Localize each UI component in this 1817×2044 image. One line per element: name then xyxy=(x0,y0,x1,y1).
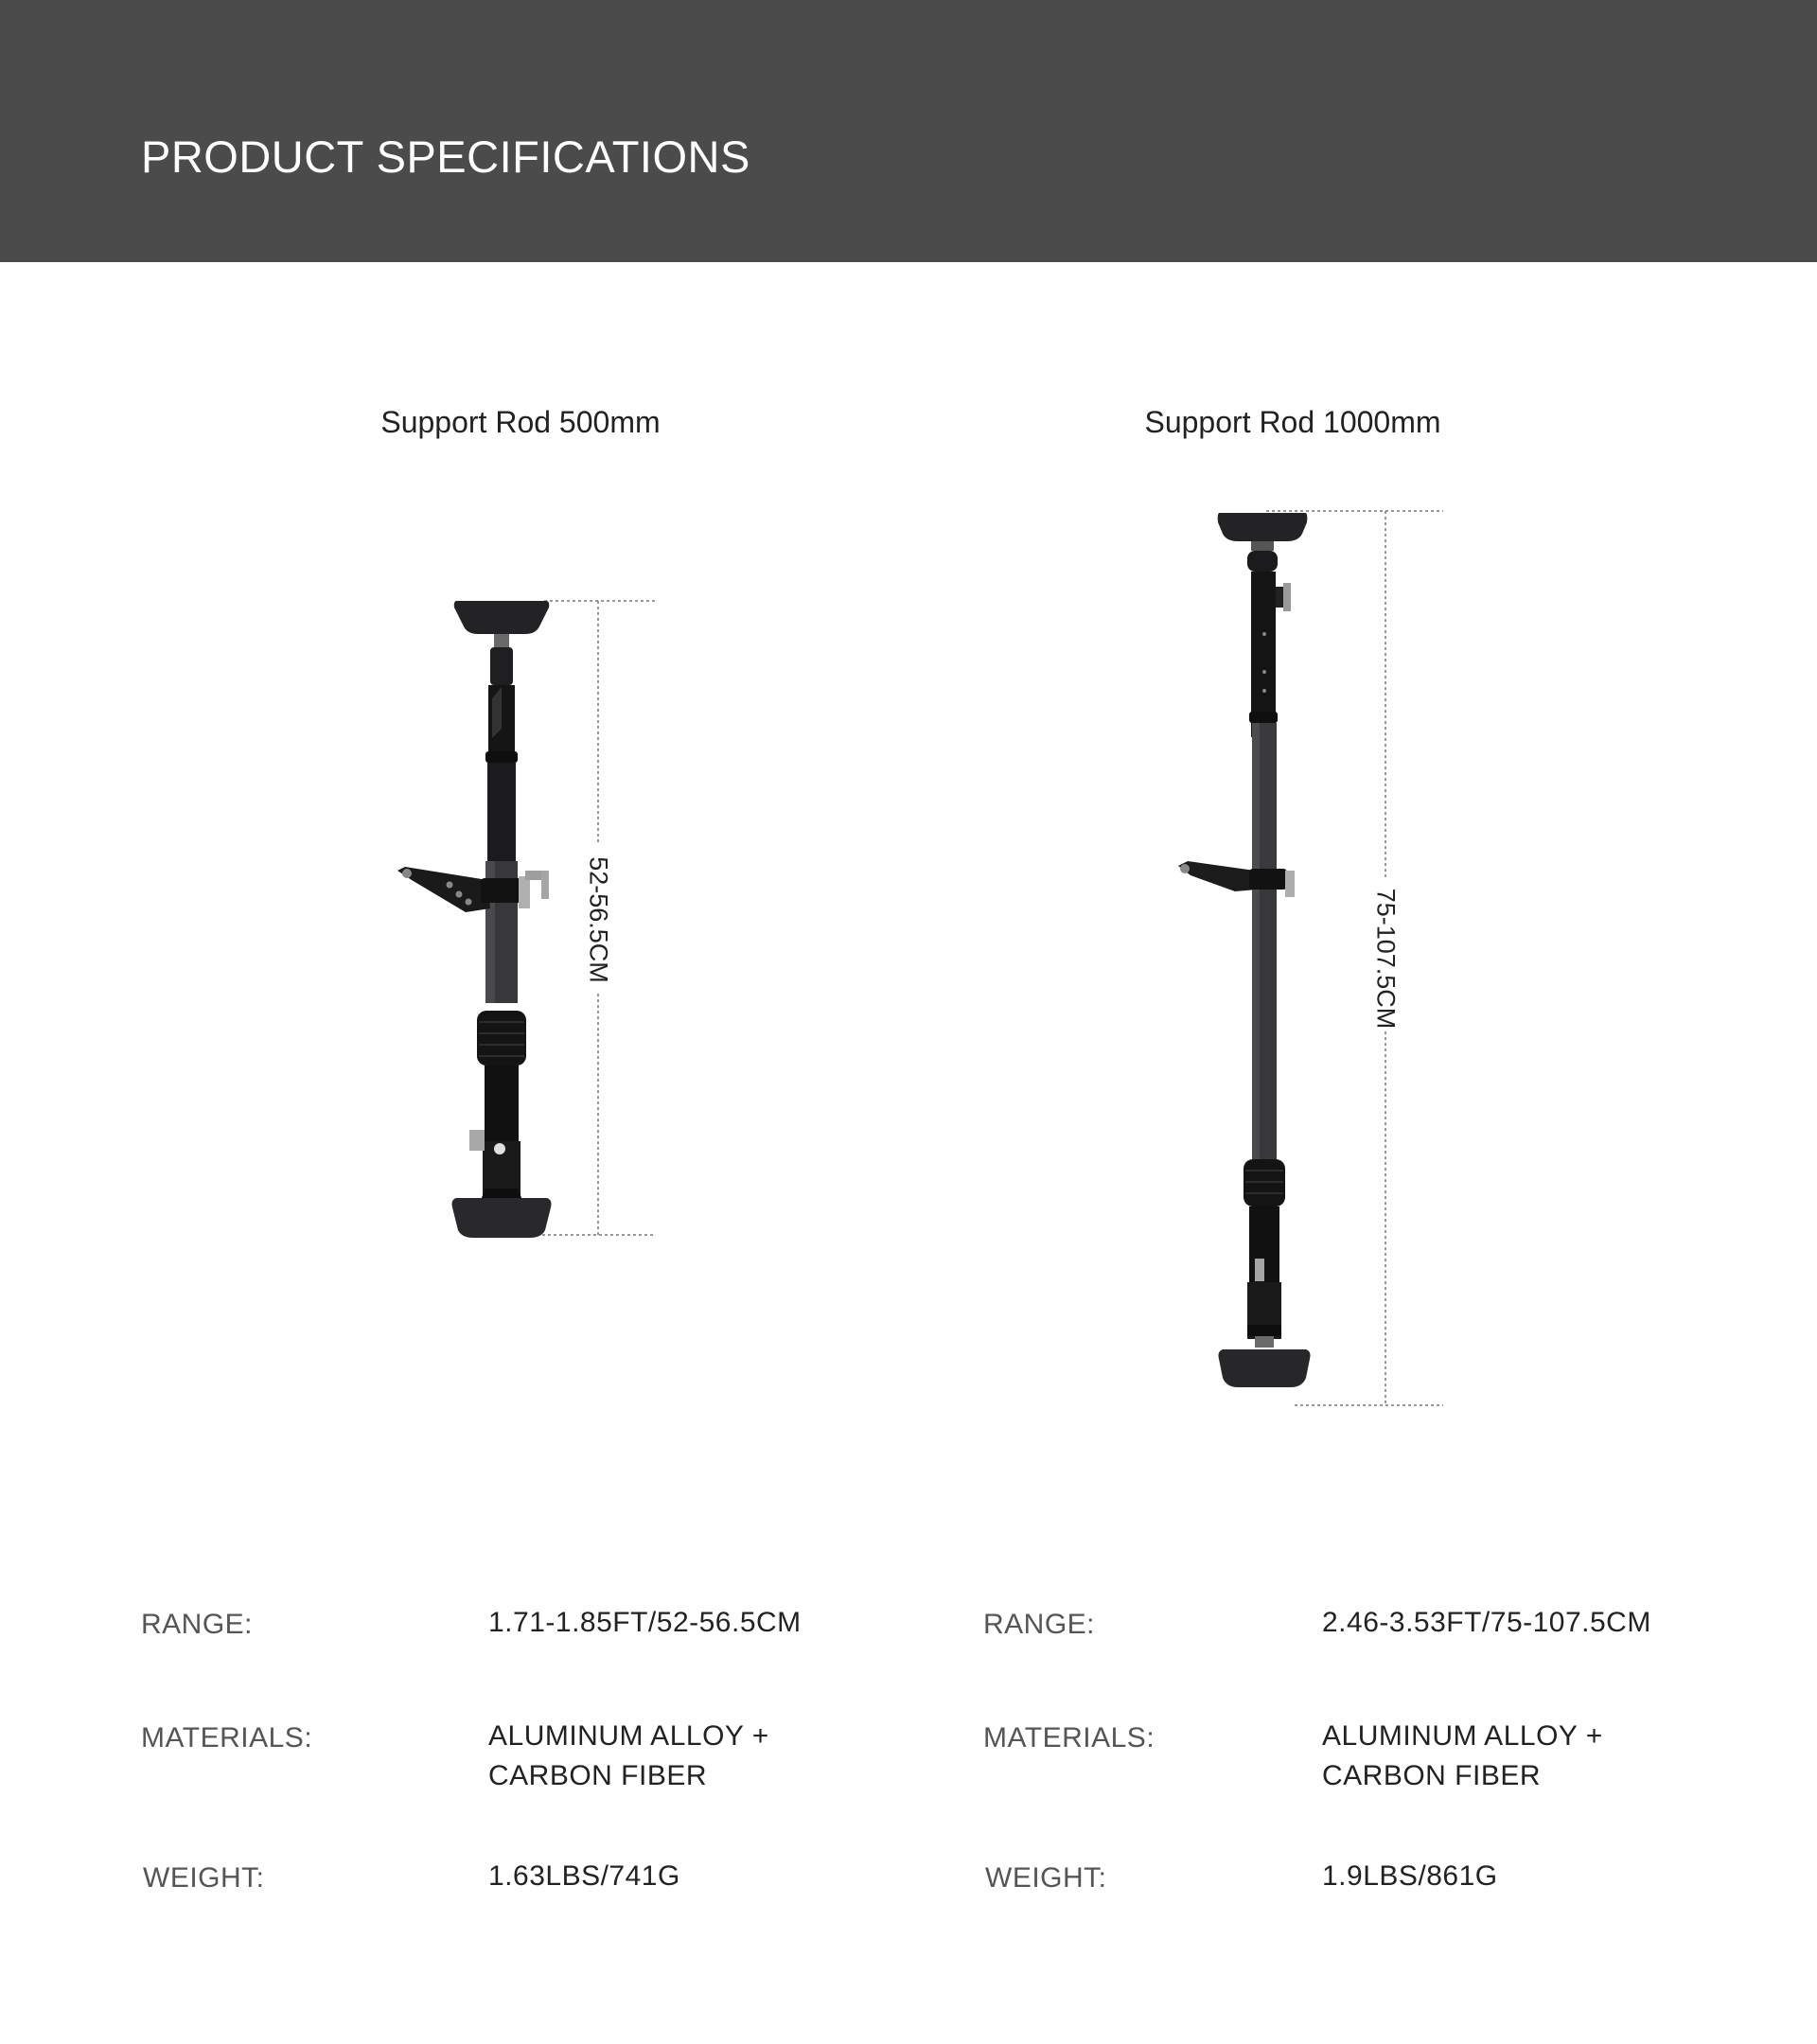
spec-label-range-500: RANGE: xyxy=(141,1609,254,1640)
spec-label-materials-500: MATERIALS: xyxy=(141,1722,313,1753)
spec-value-range-1000: 2.46-3.53FT/75-107.5CM xyxy=(1322,1607,1651,1638)
spec-value-materials-1000-line2: CARBON FIBER xyxy=(1322,1760,1542,1791)
spec-label-weight-500: WEIGHT: xyxy=(143,1862,265,1894)
spec-value-materials-500 xyxy=(488,1717,769,1796)
dimension-lines-1000 xyxy=(1266,511,1443,1405)
spec-value-materials-1000-line1: ALUMINUM ALLOY + xyxy=(1322,1720,1603,1752)
spec-label-range-1000: RANGE: xyxy=(983,1609,1096,1640)
spec-value-materials-1000 xyxy=(1322,1717,1603,1796)
spec-value-materials-500-line2: CARBON FIBER xyxy=(488,1760,708,1791)
support-rod-500mm-image xyxy=(379,587,681,1249)
spec-label-weight-1000: WEIGHT: xyxy=(985,1862,1107,1894)
header-band xyxy=(0,0,1817,262)
product-name-1000mm: Support Rod 1000mm xyxy=(1144,405,1441,439)
support-rod-1000mm-image xyxy=(1164,502,1467,1448)
spec-label-materials-1000: MATERIALS: xyxy=(983,1722,1155,1753)
spec-value-materials-500-line1: ALUMINUM ALLOY + xyxy=(488,1720,769,1752)
spec-value-weight-500: 1.63LBS/741G xyxy=(488,1860,680,1892)
spec-value-weight-1000: 1.9LBS/861G xyxy=(1322,1860,1498,1892)
page-title: PRODUCT SPECIFICATIONS xyxy=(141,132,750,182)
spec-value-range-500: 1.71-1.85FT/52-56.5CM xyxy=(488,1607,802,1638)
dimension-label-1000mm: 75-107.5CM xyxy=(1371,888,1401,1030)
dimension-label-500mm: 52-56.5CM xyxy=(584,856,613,983)
product-name-500mm: Support Rod 500mm xyxy=(380,405,661,439)
